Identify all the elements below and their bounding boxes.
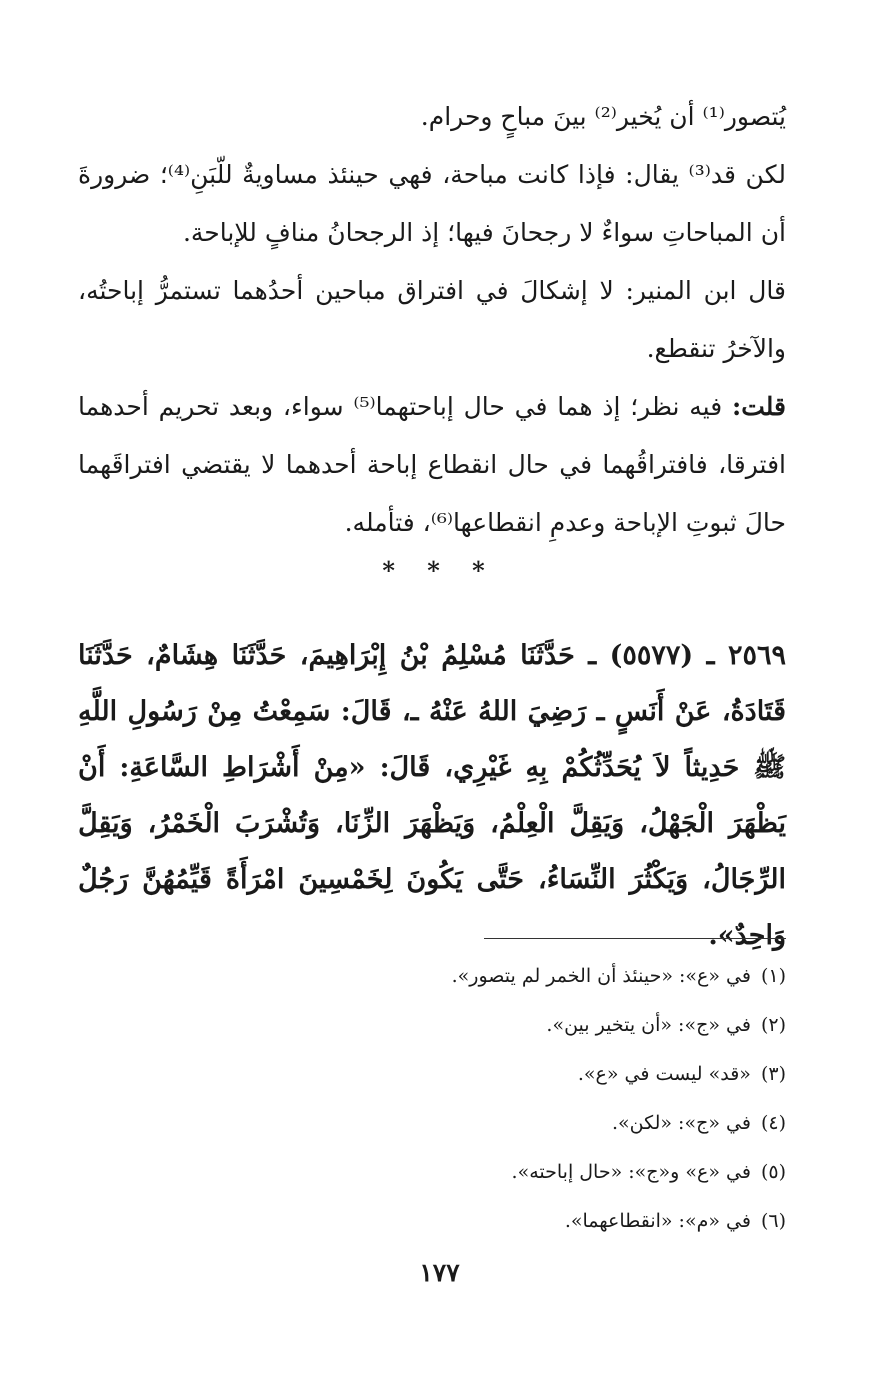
footnote-text: في «ع» و«ج»: «حال إباحته».: [511, 1161, 751, 1183]
footnote-number: (٣): [760, 1063, 786, 1085]
footnote-number: (٦): [760, 1210, 786, 1232]
footnote-text: في «ج»: «أن يتخير بين».: [546, 1014, 751, 1036]
footnote-text: في «ج»: «لكن».: [611, 1112, 751, 1134]
footnote-item: [78, 1197, 786, 1246]
footnote-item: [78, 1001, 786, 1050]
footnote-item: [78, 1050, 786, 1099]
page-number: ١٧٧: [419, 1258, 460, 1287]
paragraph-4: [78, 378, 786, 552]
hadith-text: ٢٥٦٩ ـ (٥٥٧٧) ـ حَدَّثَنَا مُسْلِمُ بْنُ إِبْرَاهِيمَ، حَدَّثَنَا هِشَامٌ، حَدَّثَنَا قَتَادَةُ، عَنْ أَنَسٍ ـ رَضِيَ اللهُ عَنْهُ ـ، قَالَ: سَمِعْتُ مِنْ رَسُولِ اللَّهِ ﷺ حَدِيثاً لاَ يُحَدِّثُكُمْ بِهِ غَيْرِي، قَالَ: «مِنْ أَشْرَاطِ السَّاعَةِ: أَنْ يَظْهَرَ الْجَهْلُ، وَيَقِلَّ الْعِلْمُ، وَيَظْهَرَ الزِّنَا، وَتُشْرَبَ الْخَمْرُ، وَيَقِلَّ الرِّجَالُ، وَيَكْثُرَ النِّسَاءُ، حَتَّى يَكُونَ لِخَمْسِينَ امْرَأَةً قَيِّمُهُنَّ رَجُلٌ وَاحِدٌ».: [78, 640, 786, 951]
paragraph-2: لكن قد⁽³⁾ يقال: فإذا كانت مباحة، فهي حينئذ مساويةٌ للّبَنِ⁽⁴⁾؛ ضرورةَ أن المباحاتِ سواءٌ لا رجحانَ فيها؛ إذ الرجحانُ منافٍ للإباحة.: [78, 160, 786, 247]
footnote-divider: [484, 938, 786, 939]
footnote-text: «قد» ليست في «ع».: [577, 1063, 751, 1085]
paragraph-3: قال ابن المنير: لا إشكالَ في افتراق مباحين أحدُهما تستمرُّ إباحتُه، والآخرُ تنقطع.: [78, 276, 786, 363]
section-separator: * * *: [382, 556, 497, 585]
footnote-text: في «ع»: «حينئذ أن الخمر لم يتصور».: [451, 965, 751, 987]
footnote-text: في «م»: «انقطاعهما».: [564, 1210, 751, 1232]
paragraph-1: يُتصور⁽¹⁾ أن يُخير⁽²⁾ بينَ مباحٍ وحرام.: [420, 102, 786, 131]
footnote-item: [78, 952, 786, 1001]
footnotes-list: [78, 952, 786, 1246]
paragraph-4-text: فيه نظر؛ إذ هما في حال إباحتهما⁽⁵⁾ سواء، وبعد تحريم أحدهما افترقا، فافتراقُهما في حال انقطاع إباحة أحدهما لا يقتضي افتراقَهما حالَ ثبوتِ الإباحة وعدمِ انقطاعها⁽⁶⁾، فتأمله.: [78, 392, 786, 537]
paragraph-4-label: قلت:: [731, 392, 786, 421]
footnote-number: (١): [760, 965, 786, 987]
footnote-number: (٤): [760, 1112, 786, 1134]
footnote-number: (٢): [760, 1014, 786, 1036]
footnote-item: [78, 1099, 786, 1148]
footnote-number: (٥): [760, 1161, 786, 1183]
footnote-item: [78, 1148, 786, 1197]
